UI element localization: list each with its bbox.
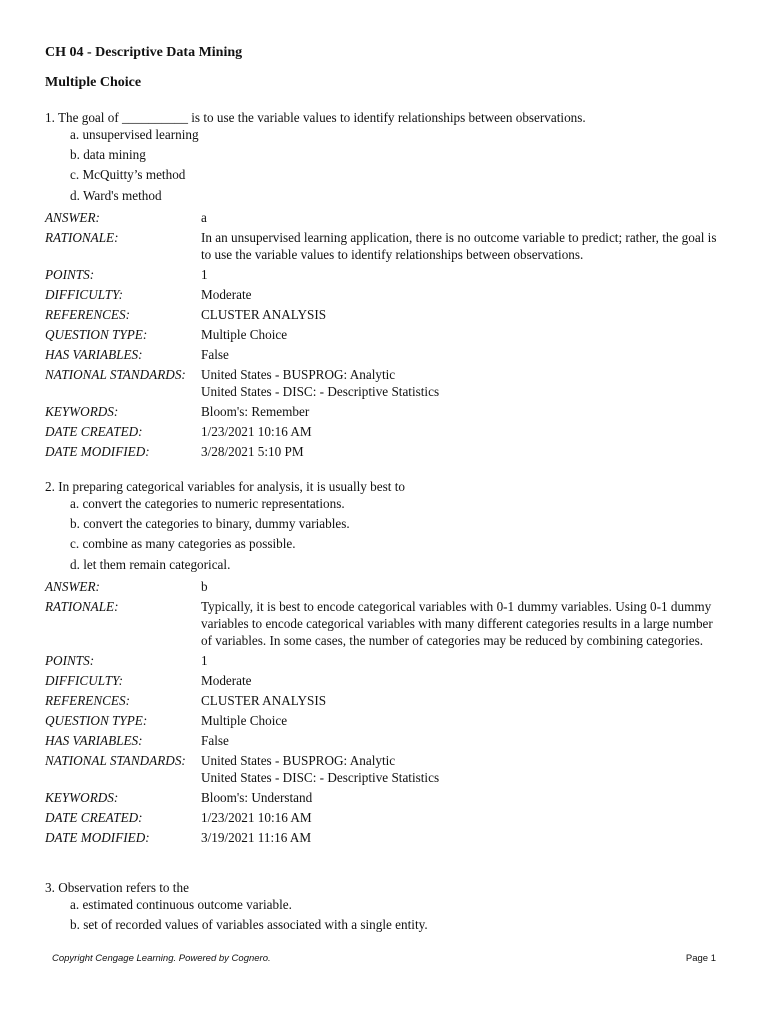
answer-option: a. unsupervised learning (70, 127, 199, 142)
metadata-value (201, 598, 721, 649)
metadata-value-line: 1/23/2021 10:16 AM (201, 423, 312, 439)
metadata-value (201, 829, 721, 846)
metadata-value-line: In an unsupervised learning application, there is no outcome variable to predict; rather, the goal is to use the variable values to identify relationships between observations. (201, 229, 717, 262)
metadata-row (45, 443, 735, 460)
metadata-value (201, 229, 721, 263)
metadata-value-line: False (201, 346, 229, 362)
metadata-value (201, 209, 721, 226)
metadata-label: DATE MODIFIED: (45, 829, 150, 845)
metadata-row (45, 306, 735, 323)
metadata-row (45, 578, 735, 595)
answer-option: c. combine as many categories as possible. (70, 536, 296, 552)
metadata-row (45, 598, 735, 649)
answer-option: b. set of recorded values of variables associated with a single entity. (70, 917, 428, 933)
metadata-value (201, 732, 721, 749)
answer-option: d. let them remain categorical. (70, 556, 231, 572)
metadata-row (45, 423, 735, 440)
metadata-value-line: Multiple Choice (201, 326, 288, 342)
metadata-value (201, 443, 721, 460)
metadata-row (45, 229, 735, 263)
metadata-row (45, 209, 735, 226)
metadata-value (201, 692, 721, 709)
metadata-value-line: United States - DISC: - Descriptive Statistics (201, 769, 440, 785)
metadata-value-line: Moderate (201, 672, 252, 688)
metadata-value-line: CLUSTER ANALYSIS (201, 306, 327, 322)
metadata-value-line: 1 (201, 652, 208, 668)
metadata-row (45, 712, 735, 729)
metadata-row (45, 732, 735, 749)
metadata-value (201, 326, 721, 343)
metadata-label: DATE CREATED: (45, 809, 143, 825)
metadata-row (45, 366, 735, 400)
metadata-label: QUESTION TYPE: (45, 712, 148, 728)
metadata-value-line: b (201, 578, 208, 594)
metadata-row (45, 672, 735, 689)
metadata-label: NATIONAL STANDARDS: (45, 366, 186, 382)
metadata-value-line: United States - BUSPROG: Analytic (201, 752, 396, 768)
metadata-value (201, 672, 721, 689)
question-block (45, 109, 735, 460)
footer-page-number: Page 1 (685, 953, 716, 964)
answer-option: a. estimated continuous outcome variable. (70, 897, 292, 912)
metadata-value (201, 286, 721, 303)
metadata-value-line: Multiple Choice (201, 712, 288, 728)
metadata-value-line: 3/28/2021 5:10 PM (201, 443, 304, 459)
metadata-value (201, 712, 721, 729)
metadata-value (201, 306, 721, 323)
metadata-label: RATIONALE: (45, 598, 119, 614)
metadata-value (201, 403, 721, 420)
metadata-label: NATIONAL STANDARDS: (45, 752, 186, 768)
metadata-value (201, 809, 721, 826)
metadata-label: POINTS: (45, 652, 95, 668)
metadata-label: DIFFICULTY: (45, 672, 124, 688)
metadata-label: POINTS: (45, 266, 95, 282)
metadata-value-line: CLUSTER ANALYSIS (201, 692, 327, 708)
metadata-value (201, 266, 721, 283)
metadata-label: RATIONALE: (45, 229, 119, 245)
question-stem: 3. Observation refers to the (45, 880, 189, 895)
metadata-value-line: a (201, 209, 207, 225)
metadata-label: DATE CREATED: (45, 423, 143, 439)
metadata-label: QUESTION TYPE: (45, 326, 148, 342)
answer-option: a. convert the categories to numeric representations. (70, 496, 345, 511)
metadata-value (201, 578, 721, 595)
metadata-label: ANSWER: (45, 578, 100, 594)
question-block (45, 879, 735, 936)
metadata-value (201, 789, 721, 806)
metadata-row (45, 829, 735, 846)
metadata-value-line: 1/23/2021 10:16 AM (201, 809, 312, 825)
metadata-value-line: United States - DISC: - Descriptive Statistics (201, 383, 440, 399)
metadata-row (45, 326, 735, 343)
metadata-value-line: United States - BUSPROG: Analytic (201, 366, 396, 382)
metadata-row (45, 752, 735, 786)
metadata-value (201, 423, 721, 440)
metadata-row (45, 809, 735, 826)
answer-option: d. Ward's method (70, 187, 162, 203)
metadata-value (201, 652, 721, 669)
footer-copyright: Copyright Cengage Learning. Powered by Cognero. (52, 953, 271, 964)
metadata-label: DIFFICULTY: (45, 286, 124, 302)
metadata-label: KEYWORDS: (45, 789, 119, 805)
metadata-label: REFERENCES: (45, 306, 130, 322)
metadata-value (201, 752, 721, 786)
metadata-row (45, 346, 735, 363)
metadata-label: DATE MODIFIED: (45, 443, 150, 459)
metadata-row (45, 789, 735, 806)
metadata-row (45, 403, 735, 420)
answer-option: c. McQuitty’s method (70, 167, 186, 183)
section-heading: Multiple Choice (45, 75, 142, 90)
metadata-label: ANSWER: (45, 209, 100, 225)
metadata-row (45, 286, 735, 303)
metadata-row (45, 652, 735, 669)
metadata-value-line: 1 (201, 266, 208, 282)
chapter-title: CH 04 - Descriptive Data Mining (45, 45, 243, 60)
metadata-value (201, 366, 721, 400)
metadata-value-line: Bloom's: Understand (201, 789, 313, 805)
metadata-value-line: 3/19/2021 11:16 AM (201, 829, 312, 845)
answer-option: b. convert the categories to binary, dummy variables. (70, 516, 350, 532)
metadata-label: KEYWORDS: (45, 403, 119, 419)
metadata-value (201, 346, 721, 363)
metadata-label: HAS VARIABLES: (45, 732, 143, 748)
metadata-value-line: Bloom's: Remember (201, 403, 310, 419)
metadata-label: HAS VARIABLES: (45, 346, 143, 362)
question-block (45, 478, 735, 846)
metadata-row (45, 266, 735, 283)
metadata-value-line: Typically, it is best to encode categorical variables with 0-1 dummy variables. Using 0-1 dummy variables to encode categorical variables with many different categories results in a large number of variables. In some cases, the number of categories may be reduced by combining categories. (201, 598, 713, 648)
metadata-value-line: False (201, 732, 229, 748)
metadata-label: REFERENCES: (45, 692, 130, 708)
metadata-row (45, 692, 735, 709)
answer-option: b. data mining (70, 147, 146, 163)
metadata-value-line: Moderate (201, 286, 252, 302)
question-stem: 1. The goal of __________ is to use the variable values to identify relationships between observations. (45, 110, 586, 125)
question-stem: 2. In preparing categorical variables for analysis, it is usually best to (45, 479, 405, 494)
